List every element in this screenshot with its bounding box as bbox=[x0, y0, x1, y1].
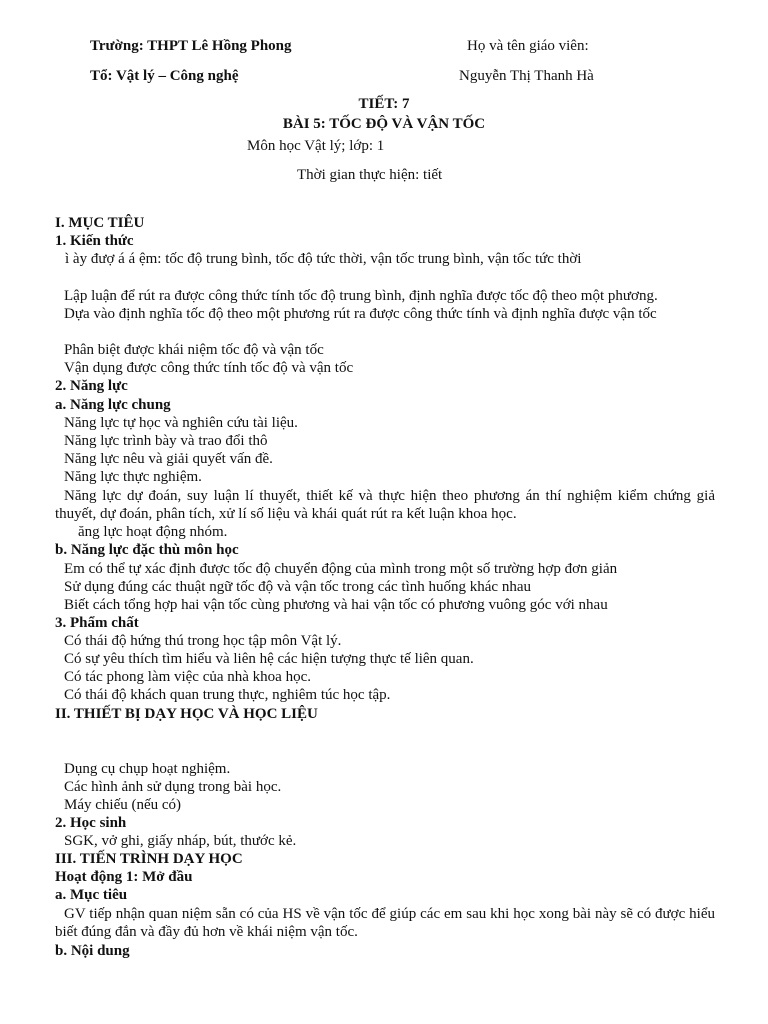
content-heading: b. Nội dung bbox=[55, 943, 130, 959]
department: Tổ: Vật lý – Công nghệ bbox=[90, 68, 239, 84]
knowledge-item-3: Dựa vào định nghĩa tốc độ theo một phương rút ra được công thức tính và định nghĩa được vận tốc bbox=[64, 306, 657, 322]
quality-item-4: Có thái độ khách quan trung thực, nghiêm túc học tập. bbox=[64, 687, 391, 703]
teacher-label: Họ và tên giáo viên: bbox=[467, 38, 589, 54]
general-item-3: Năng lực nêu và giải quyết vấn đề. bbox=[64, 451, 273, 467]
quality-heading: 3. Phẩm chất bbox=[55, 615, 139, 631]
lesson-number: TIẾT: 7 bbox=[358, 96, 410, 112]
equipment-item-1: Dụng cụ chụp hoạt nghiệm. bbox=[64, 761, 231, 777]
equipment-item-2: Các hình ảnh sử dụng trong bài học. bbox=[64, 779, 282, 795]
teacher-name: Nguyễn Thị Thanh Hà bbox=[459, 68, 594, 84]
knowledge-item-2: Lập luận để rút ra được công thức tính tốc độ trung bình, định nghĩa được tốc độ theo một phương. bbox=[64, 288, 658, 304]
lesson-title: BÀI 5: TỐC ĐỘ VÀ VẬN TỐC bbox=[282, 116, 486, 132]
knowledge-item-5: Vận dụng được công thức tính tốc độ và vận tốc bbox=[64, 360, 354, 376]
competence-heading: 2. Năng lực bbox=[55, 378, 128, 394]
knowledge-heading: 1. Kiến thức bbox=[55, 233, 134, 249]
general-item-6: ăng lực hoạt động nhóm. bbox=[78, 524, 228, 540]
quality-item-2: Có sự yêu thích tìm hiểu và liên hệ các hiện tượng thực tế liên quan. bbox=[64, 651, 474, 667]
knowledge-item-1: ì ày đượ á á ệm: tốc độ trung bình, tốc độ tức thời, vận tốc trung bình, vận tốc tức thời bbox=[65, 251, 582, 267]
equipment-item-3: Máy chiếu (nếu có) bbox=[64, 797, 182, 813]
student-heading: 2. Học sinh bbox=[55, 815, 127, 831]
general-item-4: Năng lực thực nghiệm. bbox=[64, 469, 202, 485]
section-2-heading: II. THIẾT BỊ DẠY HỌC VÀ HỌC LIỆU bbox=[55, 706, 318, 722]
goal-heading: a. Mục tiêu bbox=[55, 887, 128, 903]
activity-1-heading: Hoạt động 1: Mở đầu bbox=[55, 869, 193, 885]
quality-item-3: Có tác phong làm việc của nhà khoa học. bbox=[64, 669, 312, 685]
specific-item-2: Sử dụng đúng các thuật ngữ tốc độ và vận tốc trong các tình huống khác nhau bbox=[64, 579, 531, 595]
general-item-1: Năng lực tự học và nghiên cứu tài liệu. bbox=[64, 415, 298, 431]
section-3-heading: III. TIẾN TRÌNH DẠY HỌC bbox=[55, 851, 243, 867]
student-item-1: SGK, vở ghi, giấy nháp, bút, thước kẻ. bbox=[64, 833, 297, 849]
subject-line: Môn học Vật lý; lớp: 1 bbox=[247, 138, 385, 154]
section-1-heading: I. MỤC TIÊU bbox=[55, 215, 145, 231]
knowledge-item-4: Phân biệt được khái niệm tốc độ và vận tốc bbox=[64, 342, 324, 358]
duration-line: Thời gian thực hiện: tiết bbox=[297, 167, 443, 183]
general-competence-heading: a. Năng lực chung bbox=[55, 397, 171, 413]
general-item-5: Năng lực dự đoán, suy luận lí thuyết, thiết kế và thực hiện theo phương án thí nghiệm kiểm chứng giả thuyết, dự đoán, phân tích, xử lí số liệu và khái quát rút ra kết luận khoa học. bbox=[55, 488, 715, 522]
specific-competence-heading: b. Năng lực đặc thù môn học bbox=[55, 542, 239, 558]
goal-text: GV tiếp nhận quan niệm sẵn có của HS về vận tốc để giúp các em sau khi học xong bài này sẽ có được hiểu biết đúng đắn và đầy đủ hơn về khái niệm vận tốc. bbox=[55, 906, 715, 940]
school-name: Trường: THPT Lê Hồng Phong bbox=[90, 38, 292, 54]
specific-item-1: Em có thể tự xác định được tốc độ chuyển động của mình trong một số trường hợp đơn giản bbox=[64, 561, 618, 577]
quality-item-1: Có thái độ hứng thú trong học tập môn Vật lý. bbox=[64, 633, 342, 649]
general-item-2: Năng lực trình bày và trao đổi thô bbox=[64, 433, 268, 449]
specific-item-3: Biết cách tổng hợp hai vận tốc cùng phương và hai vận tốc có phương vuông góc với nhau bbox=[64, 597, 608, 613]
